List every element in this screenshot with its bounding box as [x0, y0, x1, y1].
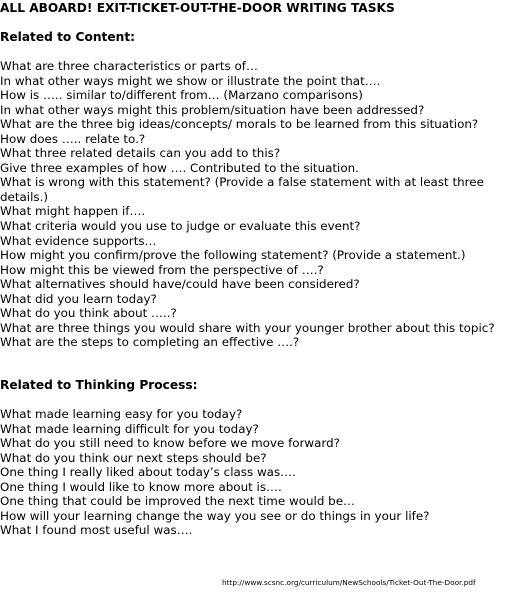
list-item: details.) — [0, 189, 49, 204]
list-item: How might this be viewed from the perspective of ….? — [0, 262, 324, 277]
list-item: One thing I would like to know more about is…. — [0, 479, 282, 494]
list-item: What made learning easy for you today? — [0, 407, 243, 421]
list-item: What is wrong with this statement? (Provide a false statement with at least three — [0, 175, 484, 190]
list-item: What do you think our next steps should be? — [0, 450, 267, 465]
list-item: What do you still need to know before we move forward? — [0, 436, 340, 451]
list-item: How does ….. relate to.? — [0, 131, 146, 146]
source-url: http://www.scsnc.org/curriculum/NewSchools/Ticket-Out-The-Door.pdf — [222, 578, 476, 587]
section-heading-thinking-process: Related to Thinking Process: — [0, 378, 198, 392]
list-item: What are three things you would share with your younger brother about this topic? — [0, 320, 495, 335]
list-item: Give three examples of how …. Contributed to the situation. — [0, 160, 359, 175]
list-item: One thing that could be improved the next time would be… — [0, 494, 355, 509]
thinking-process-task-list — [0, 407, 510, 538]
list-item: What are the steps to completing an effective ….? — [0, 335, 300, 350]
list-item: What do you think about …..? — [0, 306, 177, 321]
list-item: What did you learn today? — [0, 291, 157, 306]
list-item: What three related details can you add to this? — [0, 146, 281, 161]
list-item: In what other ways might this problem/situation have been addressed? — [0, 102, 425, 117]
list-item: What might happen if…. — [0, 204, 146, 219]
list-item: What are three characteristics or parts of… — [0, 59, 258, 73]
list-item: What made learning difficult for you today? — [0, 421, 259, 436]
list-item: How might you confirm/prove the following statement? (Provide a statement.) — [0, 248, 466, 263]
list-item: What evidence supports… — [0, 233, 157, 248]
content-task-list — [0, 59, 510, 350]
section-heading-content: Related to Content: — [0, 30, 136, 44]
list-item: In what other ways might we show or illustrate the point that…. — [0, 73, 381, 88]
list-item: What are the three big ideas/concepts/ morals to be learned from this situation? — [0, 117, 479, 132]
list-item: What criteria would you use to judge or evaluate this event? — [0, 219, 361, 234]
document-title: ALL ABOARD! EXIT-TICKET-OUT-THE-DOOR WRITING TASKS — [0, 1, 395, 15]
list-item: How will your learning change the way you see or do things in your life? — [0, 508, 430, 523]
list-item: One thing I really liked about today’s class was…. — [0, 465, 296, 480]
list-item: What alternatives should have/could have been considered? — [0, 277, 360, 292]
list-item: How is ….. similar to/different from… (Marzano comparisons) — [0, 88, 363, 103]
list-item: What I found most useful was…. — [0, 523, 193, 538]
